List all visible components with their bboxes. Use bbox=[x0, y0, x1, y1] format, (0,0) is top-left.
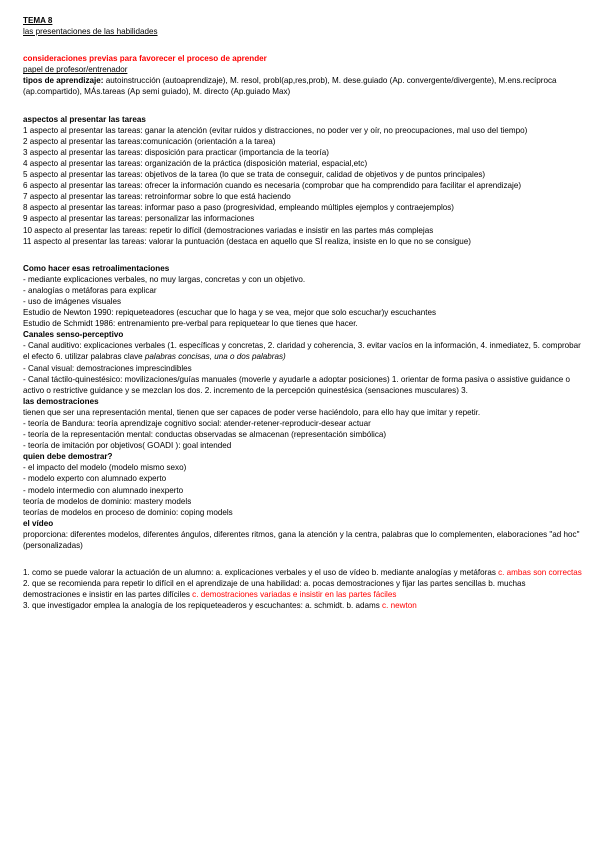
quien-item: - modelo intermedio con alumnado inexperto bbox=[23, 485, 184, 495]
section-heading-video: el vídeo bbox=[23, 518, 54, 528]
section-heading-aspectos: aspectos al presentar las tareas bbox=[23, 114, 146, 124]
aspecto-item: 11 aspecto al presentar las tareas: valorar la puntuación (destaca en aquello que SÍ realiza, insiste en lo que no se consigue) bbox=[23, 236, 471, 246]
question-text: 3. que investigador emplea la analogía de los repiqueteaderos y escuchantes: a. schmidt. b. adams bbox=[23, 601, 383, 611]
aspecto-item: 8 aspecto al presentar las tareas: informar paso a paso (progresividad, empleando múltiples ejemplos y contraejemplos) bbox=[23, 203, 454, 213]
video-text: proporciona: diferentes modelos, diferentes ángulos, diferentes ritmos, gana la atención y la centra, palabras que lo complementen, elaboraciones "ad hoc"(personalizadas) bbox=[23, 529, 580, 551]
question-answer: c. newton bbox=[382, 601, 417, 611]
quien-item: - el impacto del modelo (modelo mismo sexo) bbox=[23, 463, 187, 473]
aspecto-item: 4 aspecto al presentar las tareas: organización de la práctica (disposición material, espacial,etc) bbox=[23, 158, 368, 168]
aspecto-item: 3 aspecto al presentar las tareas: disposición para practicar (importancia de la teoría) bbox=[23, 147, 329, 157]
section-heading-demostraciones: las demostraciones bbox=[23, 396, 99, 406]
canal-auditivo bbox=[23, 340, 583, 362]
aspecto-item: 5 aspecto al presentar las tareas: objetivos de la tarea (lo que se trata de conseguir, calidad de objetivos y de puntos principales) bbox=[23, 170, 486, 180]
quien-item: - modelo experto con alumnado experto bbox=[23, 474, 167, 484]
retro-item: - analogías o metáforas para explicar bbox=[23, 285, 157, 295]
quien-item: teoría de modelos de dominio: mastery models bbox=[23, 496, 192, 506]
canal-auditivo-text: - Canal auditivo: explicaciones verbales (1. específicas y concretas, 2. claridad y coherencia, 3. evitar vacíos en la información, 4. inmediatez, 5. comprobar el efecto 6. utilizar palabras clave bbox=[23, 341, 581, 362]
aspectos-list bbox=[23, 125, 583, 247]
aspecto-item: 2 aspecto al presentar las tareas:comunicación (orientación a la tarea) bbox=[23, 136, 276, 146]
tipos-aprendizaje bbox=[23, 75, 583, 97]
question-text: 2. que se recomienda para repetir lo difícil en el aprendizaje de una habilidad: a. pocas demostraciones y fijar las partes sencillas b. muchas demostraciones e insistir en las partes difíciles bbox=[23, 579, 526, 600]
tipos-label: tipos de aprendizaje: bbox=[23, 76, 104, 86]
retro-item: - mediante explicaciones verbales, no muy largas, concretas y con un objetivo. bbox=[23, 274, 306, 284]
demos-item: - teoría de Bandura: teoría aprendizaje cognitivo social: atender-retener-reproducir-desear actuar bbox=[23, 419, 371, 428]
retro-item: Estudio de Newton 1990: repiqueteadores (escuchar que lo haga y se vea, mejor que solo escuchar)y escuchantes bbox=[23, 308, 437, 318]
demos-item: - teoría de la representación mental: conductas observadas se almacenan (representación simbólica) bbox=[23, 430, 387, 440]
demos-item: - teoría de imitación por objetivos( GOADI ): goal intended bbox=[23, 441, 232, 451]
document-body bbox=[23, 15, 583, 612]
retro-item: Estudio de Schmidt 1986: entrenamiento pre-verbal para repiquetear lo que tienes que hacer. bbox=[23, 319, 358, 329]
page-title: TEMA 8 bbox=[23, 16, 53, 25]
canal-visual: - Canal visual: demostraciones imprescindibles bbox=[23, 363, 192, 373]
section-heading-consideraciones: consideraciones previas para favorecer el proceso de aprender bbox=[23, 54, 267, 64]
section-heading-retro: Como hacer esas retroalimentaciones bbox=[23, 263, 170, 273]
question-2 bbox=[23, 578, 583, 600]
question-text: 1. como se puede valorar la actuación de un alumno: a. explicaciones verbales y el uso de vídeo b. mediante analogías y metáforas bbox=[23, 568, 499, 578]
aspecto-item: 1 aspecto al presentar las tareas: ganar la atención (evitar ruidos y distracciones, no poder ver y oír, no preocupaciones, mal uso del tiempo) bbox=[23, 125, 528, 135]
tipos-text: autoinstrucción (autoaprendizaje), M. resol, probl(ap,res,prob), M. dese.guiado (Ap. convergente/divergente), M.ens.recíproca (ap.compartido), MÁs.tareas (Ap semi guiado), M. directo (Ap.guiado Max) bbox=[23, 76, 557, 97]
aspecto-item: 10 aspecto al presentar las tareas: repetir lo difícil (demostraciones variadas e insistir en las partes más complejas bbox=[23, 225, 434, 235]
question-1 bbox=[23, 567, 583, 578]
aspecto-item: 7 aspecto al presentar las tareas: retroinformar sobre lo que está haciendo bbox=[23, 192, 291, 202]
section-heading-canales: Canales senso-perceptivo bbox=[23, 330, 124, 340]
retro-item: - uso de imágenes visuales bbox=[23, 296, 122, 306]
page-subtitle: las presentaciones de las habilidades bbox=[23, 27, 158, 37]
question-3 bbox=[23, 600, 583, 611]
quien-item: teorías de modelos en proceso de dominio: coping models bbox=[23, 507, 233, 517]
canal-auditivo-italic: palabras concisas, una o dos palabras) bbox=[144, 352, 286, 362]
canal-tactil: - Canal táctilo-quinestésico: movilizaciones/guías manuales (moverle y ayudarle a adoptar posiciones) 1. orientar de forma pasiva o assistive guidance o activo o restrictive guidance y se mezclan los dos. 2. incremento de la percepción quinestésica (sensaciones musculares) 3. bbox=[23, 374, 571, 395]
demos-intro: tienen que ser una representación mental, tienen que ser capaces de poder verse haciéndolo, para ello hay que imitar y repetir. bbox=[23, 407, 481, 417]
question-answer: c. demostraciones variadas e insistir en las partes fáciles bbox=[192, 590, 397, 600]
papel-profesor: papel de profesor/entrenador bbox=[23, 65, 128, 75]
aspecto-item: 9 aspecto al presentar las tareas: personalizar las informaciones bbox=[23, 214, 255, 224]
section-heading-quien: quien debe demostrar? bbox=[23, 452, 113, 462]
question-answer: c. ambas son correctas bbox=[498, 568, 582, 578]
aspecto-item: 6 aspecto al presentar las tareas: ofrecer la información cuando es necesaria (comprobar que ha comprendido para facilitar el aprendizaje) bbox=[23, 181, 522, 191]
